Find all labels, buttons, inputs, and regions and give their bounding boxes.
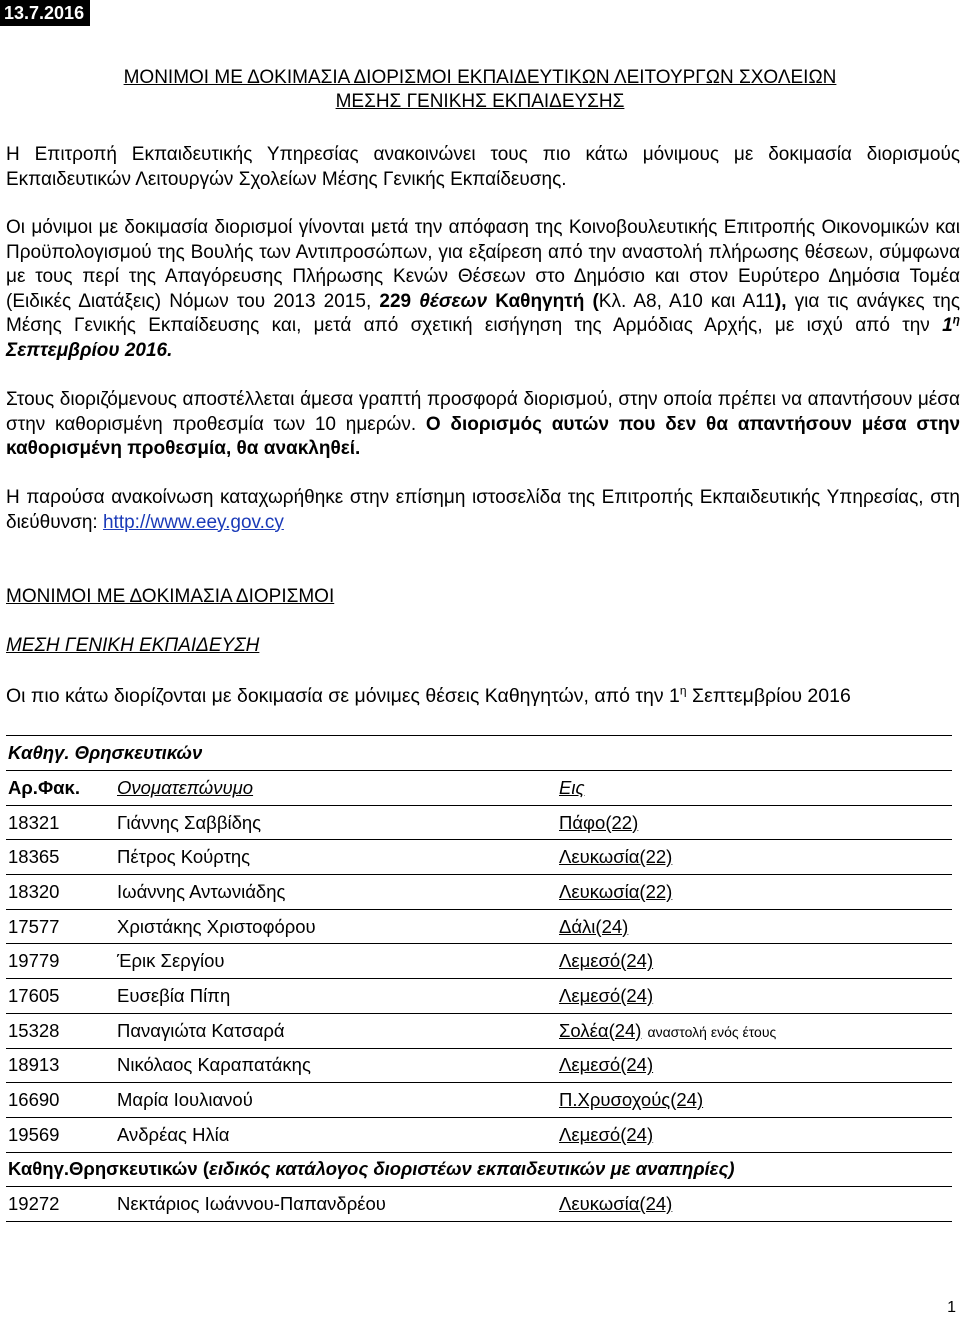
offer-text: Στους διοριζόμενους αποστέλλεται άμεσα γραπτή προσφορά διορισμού, στην οποία πρέπει να απαντήσουν μέσα στην καθορισμένη προθεσμία των 10 ημερών. — [6, 389, 960, 435]
cell-file-number: 15328 — [6, 1013, 115, 1048]
legal-classes: Κλ. Α8, Α10 και Α11 — [598, 290, 775, 312]
cell-file-number: 17577 — [6, 909, 115, 944]
table-row — [6, 805, 952, 840]
col-header-placement: Εις — [557, 771, 952, 806]
cell-placement: Λεμεσό(24) — [557, 1117, 952, 1152]
table-row — [6, 1117, 952, 1152]
category-row-religion — [6, 736, 952, 771]
category-label: Καθηγ. Θρησκευτικών — [6, 736, 952, 771]
cell-name: Νικόλαος Καραπατάκης — [115, 1048, 557, 1083]
table-row — [6, 1187, 952, 1222]
col-header-file-number: Αρ.Φακ. — [6, 771, 115, 806]
cell-file-number: 16690 — [6, 1083, 115, 1118]
heading-line-1: ΜΟΝΙΜΟΙ ΜΕ ΔΟΚΙΜΑΣΙΑ ΔΙΟΡΙΣΜΟΙ ΕΚΠΑΙΔΕΥΤΙΚΩΝ ΛΕΙΤΟΥΡΓΩΝ ΣΧΟΛΕΙΩΝ — [123, 67, 837, 88]
cell-placement: Λευκωσία(22) — [557, 840, 952, 875]
table-row — [6, 1083, 952, 1118]
page-number: 1 — [947, 1299, 956, 1316]
cell-name: Ιωάννης Αντωνιάδης — [115, 875, 557, 910]
col-header-name: Ονοματεπώνυμο — [115, 771, 557, 806]
section-heading-appointments: ΜΟΝΙΜΟΙ ΜΕ ΔΟΚΙΜΑΣΙΑ ΔΙΟΡΙΣΜΟΙ — [6, 586, 335, 607]
cell-name: Έρικ Σεργίου — [115, 944, 557, 979]
legal-seats-role: Καθηγητή ( — [495, 290, 599, 312]
cell-file-number: 17605 — [6, 979, 115, 1014]
legal-paragraph — [6, 216, 960, 363]
category-label-special: Καθηγ.Θρησκευτικών (ειδικός κατάλογος διοριστέων εκπαιδευτικών με αναπηρίες) — [6, 1152, 952, 1187]
cell-placement: Δάλι(24) — [557, 909, 952, 944]
table-row — [6, 979, 952, 1014]
heading-line-2: ΜΕΣΗΣ ΓΕΝΙΚΗΣ ΕΚΠΑΙΔΕΥΣΗΣ — [335, 91, 625, 112]
intro-paragraph: Η Επιτροπή Εκπαιδευτικής Υπηρεσίας ανακοινώνει τους πιο κάτω μόνιμους με δοκιμασία διορισμούς Εκπαιδευτικών Λειτουργών Σχολείων Μέσης Γενικής Εκπαίδευσης. — [6, 144, 960, 190]
cell-name: Παναγιώτα Κατσαρά — [115, 1013, 557, 1048]
cell-name: Πέτρος Κούρτης — [115, 840, 557, 875]
cell-placement: Λευκωσία(22) — [557, 875, 952, 910]
table-row — [6, 840, 952, 875]
legal-seats-number: 229 — [379, 290, 412, 312]
website-link[interactable]: http://www.eey.gov.cy — [102, 511, 284, 533]
legal-seats-word: θέσεων — [419, 290, 488, 312]
cell-file-number: 19569 — [6, 1117, 115, 1152]
table-row — [6, 875, 952, 910]
cell-name: Μαρία Ιουλιανού — [115, 1083, 557, 1118]
website-paragraph — [6, 486, 960, 535]
category-row-special-list — [6, 1152, 952, 1187]
cell-file-number: 18913 — [6, 1048, 115, 1083]
cell-name: Γιάννης Σαββίδης — [115, 805, 557, 840]
cell-placement: Λεμεσό(24) — [557, 944, 952, 979]
offer-warning: Ο διορισμός αυτών που δεν θα απαντήσουν μέσα στην καθορισμένη προθεσμία, θα ανακληθεί. — [6, 413, 960, 459]
cell-file-number: 19272 — [6, 1187, 115, 1222]
cell-placement: Πάφο(22) — [557, 805, 952, 840]
table-row — [6, 944, 952, 979]
cell-placement: Π.Χρυσοχούς(24) — [557, 1083, 952, 1118]
cell-file-number: 18365 — [6, 840, 115, 875]
header-row — [6, 771, 952, 806]
date-badge: 13.7.2016 — [0, 0, 90, 26]
cell-name: Χριστάκης Χριστοφόρου — [115, 909, 557, 944]
legal-date: $1^\eta$ Σεπτεμβρίου 2016. — [6, 312, 960, 361]
cell-file-number: 18320 — [6, 875, 115, 910]
cell-placement: Λεμεσό(24) — [557, 979, 952, 1014]
legal-text-c: για τις ανάγκες της Μέσης Γενικής Εκπαίδευσης και, μετά από σχετική εισήγηση της Αρμόδιας Αρχής, με ισχύ από την — [6, 290, 960, 336]
cell-placement: Λευκωσία(24) — [557, 1187, 952, 1222]
cell-file-number: 19779 — [6, 944, 115, 979]
appointments-table — [6, 735, 952, 1222]
table-row — [6, 1048, 952, 1083]
table-row — [6, 909, 952, 944]
website-text: Η παρούσα ανακοίνωση καταχωρήθηκε στην επίσημη ιστοσελίδα της Επιτροπής Εκπαιδευτικής Υπηρεσίας, στη διεύθυνση: — [6, 487, 960, 533]
cell-file-number: 18321 — [6, 805, 115, 840]
section-heading-secondary: ΜΕΣΗ ΓΕΝΙΚΗ ΕΚΠΑΙΔΕΥΣΗ — [6, 635, 260, 656]
appointment-line: Οι πιο κάτω διορίζονται με δοκιμασία σε μόνιμες θέσεις Καθηγητών, από την $1^\eta$ Σεπτεμβρίου 2016 — [6, 683, 851, 707]
table-row — [6, 1013, 952, 1048]
legal-close-paren: ), — [774, 290, 787, 312]
page-heading — [0, 66, 960, 114]
legal-text-a: Οι μόνιμοι με δοκιμασία διορισμοί γίνονται μετά την απόφαση της Κοινοβουλευτικής Επιτροπής Οικονομικών και Προϋπολογισμού της Βουλής των Αντιπροσώπων, για εξαίρεση από την αναστολή πλήρωσης θέσεων, σύμφωνα με τους περί της Απαγόρευσης Πλήρωσης Κενών Θέσεων στο Δημόσιο και στον Ευρύτερο Δημόσια Τομέα (Ειδικές Διατάξεις) Νόμων του 2013 2015, — [6, 217, 960, 312]
cell-name: Νεκτάριος Ιωάννου-Παπανδρέου — [115, 1187, 557, 1222]
cell-name: Ανδρέας Ηλία — [115, 1117, 557, 1152]
cell-placement: Σολέα(24) αναστολή ενός έτους — [557, 1013, 952, 1048]
cell-name: Ευσεβία Πίπη — [115, 979, 557, 1014]
cell-note: αναστολή ενός έτους — [647, 1023, 777, 1040]
offer-paragraph — [6, 388, 960, 462]
cell-placement: Λεμεσό(24) — [557, 1048, 952, 1083]
